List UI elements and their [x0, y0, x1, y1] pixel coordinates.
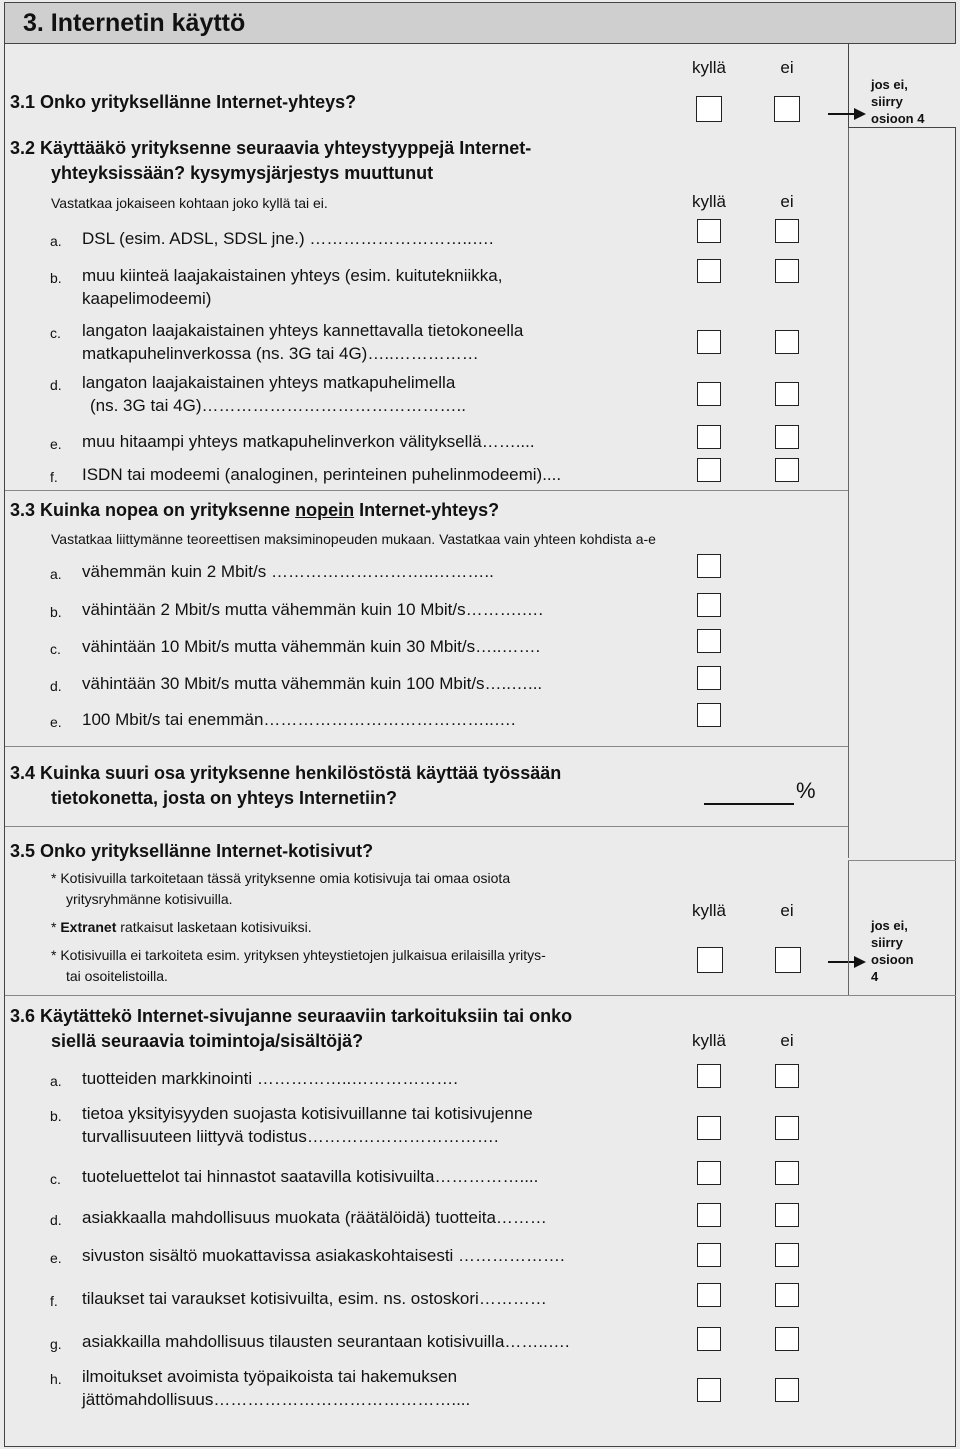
divider	[848, 860, 956, 861]
no-header: ei	[780, 58, 794, 77]
q32-f-yes-checkbox[interactable]	[697, 458, 721, 482]
q35-jump-4: 4	[871, 969, 879, 984]
yes-header: kyllä	[691, 1031, 726, 1050]
section-header	[4, 2, 956, 44]
question-3-6-line2: siellä seuraavia toimintoja/sisältöjä?	[51, 1031, 364, 1051]
no-header: ei	[780, 1031, 794, 1050]
yes-header: kyllä	[691, 192, 726, 211]
q36-item-letter: a.	[50, 1073, 62, 1089]
q31-no-checkbox[interactable]	[774, 96, 800, 122]
q36-item-c: tuoteluettelot tai hinnastot saatavilla kotisivuilta……………....	[82, 1167, 539, 1186]
q36-item-letter: h.	[50, 1371, 62, 1387]
q33-e-checkbox[interactable]	[697, 703, 721, 727]
q32-a-yes-checkbox[interactable]	[697, 219, 721, 243]
q36-g-yes-checkbox[interactable]	[697, 1327, 721, 1351]
q31-jump-1: jos ei,	[871, 77, 908, 92]
q36-item-e: sivuston sisältö muokattavissa asiakaskohtaisesti ……………….	[82, 1246, 565, 1265]
q32-item-letter: e.	[50, 436, 62, 452]
q36-item-letter: d.	[50, 1212, 62, 1228]
q32-b-no-checkbox[interactable]	[775, 259, 799, 283]
column-divider	[848, 128, 849, 858]
q33-a-checkbox[interactable]	[697, 554, 721, 578]
q36-f-yes-checkbox[interactable]	[697, 1283, 721, 1307]
q33-b-checkbox[interactable]	[697, 593, 721, 617]
percent-sign: %	[796, 778, 816, 803]
q32-f-no-checkbox[interactable]	[775, 458, 799, 482]
q32-item-letter: c.	[50, 325, 61, 341]
q36-item-h-line2: jättömahdollisuus……………………………………....	[82, 1390, 471, 1409]
q36-item-letter: c.	[50, 1171, 61, 1187]
q35-note-3: * Kotisivuilla ei tarkoiteta esim. yrityksen yhteystietojen julkaisua erilaisilla yritys-	[51, 947, 546, 963]
q33-item-letter: b.	[50, 604, 62, 620]
q32-item-letter: b.	[50, 270, 62, 286]
q36-a-yes-checkbox[interactable]	[697, 1064, 721, 1088]
divider	[5, 490, 848, 491]
q32-item-b-line1: muu kiinteä laajakaistainen yhteys (esim. kuitutekniikka,	[82, 266, 503, 285]
q36-c-yes-checkbox[interactable]	[697, 1161, 721, 1185]
q36-d-yes-checkbox[interactable]	[697, 1203, 721, 1227]
divider	[848, 995, 956, 996]
q35-jump-2: siirry	[871, 935, 903, 950]
q31-jump-3: osioon 4	[871, 111, 925, 126]
q35-no-checkbox[interactable]	[775, 947, 801, 973]
q33-item-a: vähemmän kuin 2 Mbit/s ………………………..………..	[82, 562, 494, 581]
q36-item-f: tilaukset tai varaukset kotisivuilta, esim. ns. ostoskori…………	[82, 1289, 547, 1308]
jump-arrow-icon	[828, 961, 864, 963]
q32-e-yes-checkbox[interactable]	[697, 425, 721, 449]
q32-item-a: DSL (esim. ADSL, SDSL jne.) ………………………..….	[82, 229, 494, 248]
q35-note-2: * Extranet ratkaisut lasketaan kotisivuiksi.	[51, 919, 312, 935]
q33-item-letter: e.	[50, 714, 62, 730]
question-3-6-line1: 3.6 Käytättekö Internet-sivujanne seuraaviin tarkoituksiin tai onko	[10, 1006, 573, 1026]
question-3-4-line1: 3.4 Kuinka suuri osa yrityksenne henkilöstöstä käyttää työssään	[10, 763, 562, 783]
q33-item-d: vähintään 30 Mbit/s mutta vähemmän kuin 100 Mbit/s…..…...	[82, 674, 543, 693]
q32-a-no-checkbox[interactable]	[775, 219, 799, 243]
q36-item-b-line1: tietoa yksityisyyden suojasta kotisivuillanne tai kotisivujenne	[82, 1104, 533, 1123]
q32-item-letter: f.	[50, 469, 58, 485]
q35-yes-checkbox[interactable]	[697, 947, 723, 973]
question-3-3: 3.3 Kuinka nopea on yrityksenne nopein Internet-yhteys?	[10, 500, 500, 520]
q33-note: Vastatkaa liittymänne teoreettisen maksiminopeuden mukaan. Vastatkaa vain yhteen kohdista a-e	[51, 531, 656, 547]
q33-d-checkbox[interactable]	[697, 666, 721, 690]
q36-h-no-checkbox[interactable]	[775, 1378, 799, 1402]
q36-f-no-checkbox[interactable]	[775, 1283, 799, 1307]
question-3-1: 3.1 Onko yrityksellänne Internet-yhteys?	[10, 92, 357, 112]
q32-item-c-line2: matkapuhelinverkossa (ns. 3G tai 4G)…..……………	[82, 344, 479, 363]
q32-d-yes-checkbox[interactable]	[697, 382, 721, 406]
q32-item-c-line1: langaton laajakaistainen yhteys kannettavalla tietokoneella	[82, 321, 524, 340]
q36-b-yes-checkbox[interactable]	[697, 1116, 721, 1140]
q36-a-no-checkbox[interactable]	[775, 1064, 799, 1088]
q35-note-1: * Kotisivuilla tarkoitetaan tässä yrityksenne omia kotisivuja tai omaa osiota	[51, 870, 511, 886]
q33-item-letter: c.	[50, 641, 61, 657]
q32-note: Vastatkaa jokaiseen kohtaan joko kyllä tai ei.	[51, 195, 328, 211]
q35-jump-1: jos ei,	[871, 918, 908, 933]
q33-item-b: vähintään 2 Mbit/s mutta vähemmän kuin 10 Mbit/s……….….	[82, 600, 544, 619]
q35-note-3b: tai osoitelistoilla.	[66, 968, 168, 984]
no-header: ei	[780, 901, 794, 920]
q35-jump-3: osioon	[871, 952, 914, 967]
q36-item-letter: g.	[50, 1336, 62, 1352]
q32-item-f: ISDN tai modeemi (analoginen, perinteinen puhelinmodeemi)....	[82, 465, 562, 484]
q36-item-letter: f.	[50, 1293, 58, 1309]
q32-e-no-checkbox[interactable]	[775, 425, 799, 449]
q36-e-no-checkbox[interactable]	[775, 1243, 799, 1267]
q35-note-1b: yritysryhmänne kotisivuilla.	[66, 891, 233, 907]
q36-g-no-checkbox[interactable]	[775, 1327, 799, 1351]
q36-item-d: asiakkaalla mahdollisuus muokata (räätälöidä) tuotteita………	[82, 1208, 547, 1227]
section-title: 3. Internetin käyttö	[23, 9, 246, 37]
no-header: ei	[780, 192, 794, 211]
q36-c-no-checkbox[interactable]	[775, 1161, 799, 1185]
q32-c-no-checkbox[interactable]	[775, 330, 799, 354]
percentage-input[interactable]	[704, 803, 794, 805]
yes-header: kyllä	[691, 901, 726, 920]
q32-item-d-line2: (ns. 3G tai 4G)………………………………………..	[90, 396, 466, 415]
q32-item-e: muu hitaampi yhteys matkapuhelinverkon välityksellä……....	[82, 432, 535, 451]
q36-e-yes-checkbox[interactable]	[697, 1243, 721, 1267]
q36-d-no-checkbox[interactable]	[775, 1203, 799, 1227]
q32-b-yes-checkbox[interactable]	[697, 259, 721, 283]
q32-item-b-line2: kaapelimodeemi)	[82, 289, 212, 308]
q32-d-no-checkbox[interactable]	[775, 382, 799, 406]
q32-c-yes-checkbox[interactable]	[697, 330, 721, 354]
q33-item-c: vähintään 10 Mbit/s mutta vähemmän kuin 30 Mbit/s…..…….	[82, 637, 541, 656]
q31-jump-2: siirry	[871, 94, 903, 109]
q36-item-letter: b.	[50, 1108, 62, 1124]
q33-item-e: 100 Mbit/s tai enemmän…………………………………..….	[82, 710, 516, 729]
q32-item-letter: a.	[50, 233, 62, 249]
jump-arrow-icon	[828, 113, 864, 115]
q36-item-b-line2: turvallisuuteen liittyvä todistus…………………………….	[82, 1127, 499, 1146]
q33-item-letter: d.	[50, 678, 62, 694]
q36-item-letter: e.	[50, 1250, 62, 1266]
q31-yes-checkbox[interactable]	[696, 96, 722, 122]
q36-item-h-line1: ilmoitukset avoimista työpaikoista tai hakemuksen	[82, 1367, 458, 1386]
q36-item-a: tuotteiden markkinointi ……………..……………….	[82, 1069, 458, 1088]
q36-h-yes-checkbox[interactable]	[697, 1378, 721, 1402]
yes-header: kyllä	[691, 58, 726, 77]
divider	[5, 995, 848, 996]
question-3-5: 3.5 Onko yrityksellänne Internet-kotisivut?	[10, 841, 374, 861]
q36-item-g: asiakkailla mahdollisuus tilausten seurantaan kotisivuilla……..….	[82, 1332, 570, 1351]
question-3-4-line2: tietokonetta, josta on yhteys Internetiin?	[51, 788, 398, 808]
q32-item-letter: d.	[50, 377, 62, 393]
question-3-2-line1: 3.2 Käyttääkö yrityksenne seuraavia yhteystyyppejä Internet-	[10, 138, 532, 158]
q33-item-letter: a.	[50, 566, 62, 582]
divider	[5, 746, 848, 747]
q32-item-d-line1: langaton laajakaistainen yhteys matkapuhelimella	[82, 373, 456, 392]
column-divider	[848, 860, 849, 995]
q33-c-checkbox[interactable]	[697, 629, 721, 653]
divider	[5, 826, 848, 827]
question-3-2-line2: yhteyksissään? kysymysjärjestys muuttunut	[51, 163, 434, 183]
q36-b-no-checkbox[interactable]	[775, 1116, 799, 1140]
